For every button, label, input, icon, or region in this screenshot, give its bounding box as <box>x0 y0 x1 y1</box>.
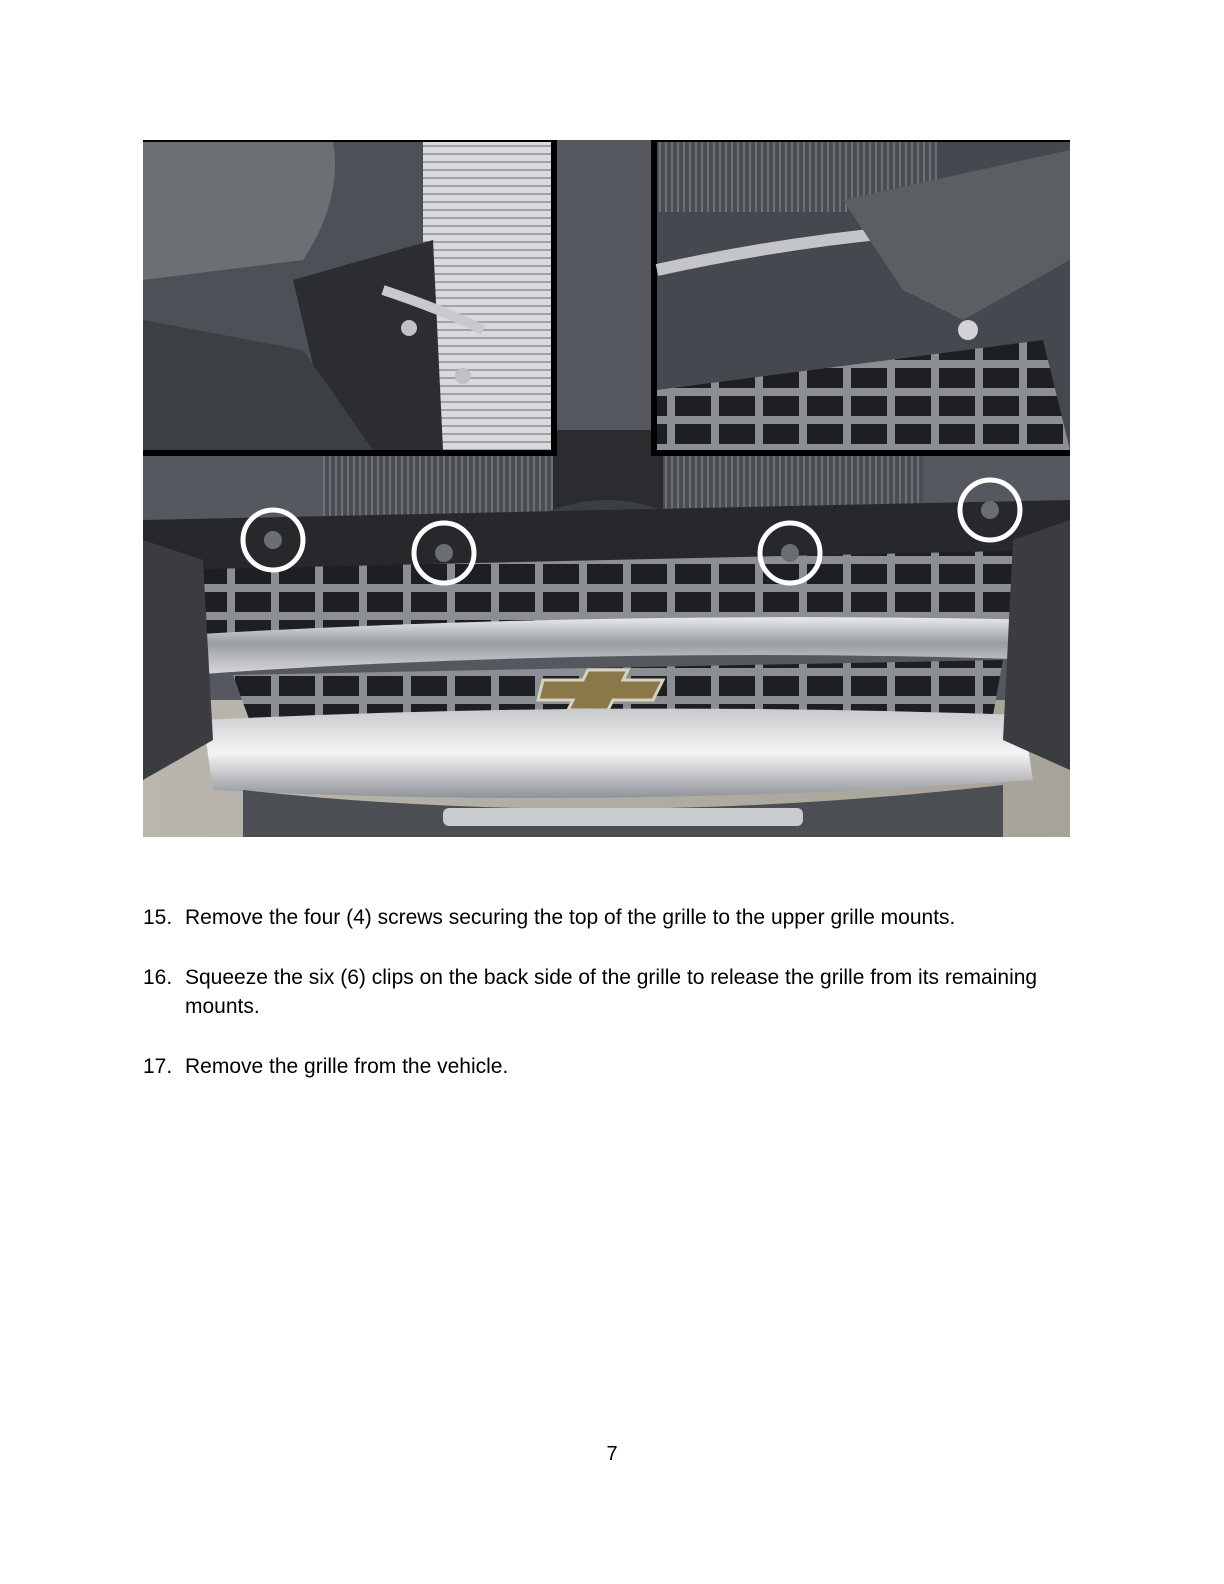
page-number: 7 <box>606 1443 618 1465</box>
inset-photo-left <box>143 140 557 456</box>
step-item <box>143 1052 1088 1081</box>
inset-photo-right <box>651 140 1070 456</box>
grille-photo <box>143 140 1070 837</box>
instruction-steps <box>143 903 1088 1112</box>
step-text: Remove the four (4) screws securing the top of the grille to the upper grille mounts. <box>185 906 956 929</box>
step-item <box>143 963 1088 1021</box>
grille-photo-drawing <box>143 140 1070 837</box>
step-number: 16. <box>143 966 173 989</box>
step-text: Remove the grille from the vehicle. <box>185 1055 509 1078</box>
step-number: 17. <box>143 1055 173 1078</box>
step-number: 15. <box>143 906 173 929</box>
step-text: Squeeze the six (6) clips on the back side of the grille to release the grille from its remaining mounts. <box>185 966 1038 1018</box>
step-item <box>143 903 1088 932</box>
